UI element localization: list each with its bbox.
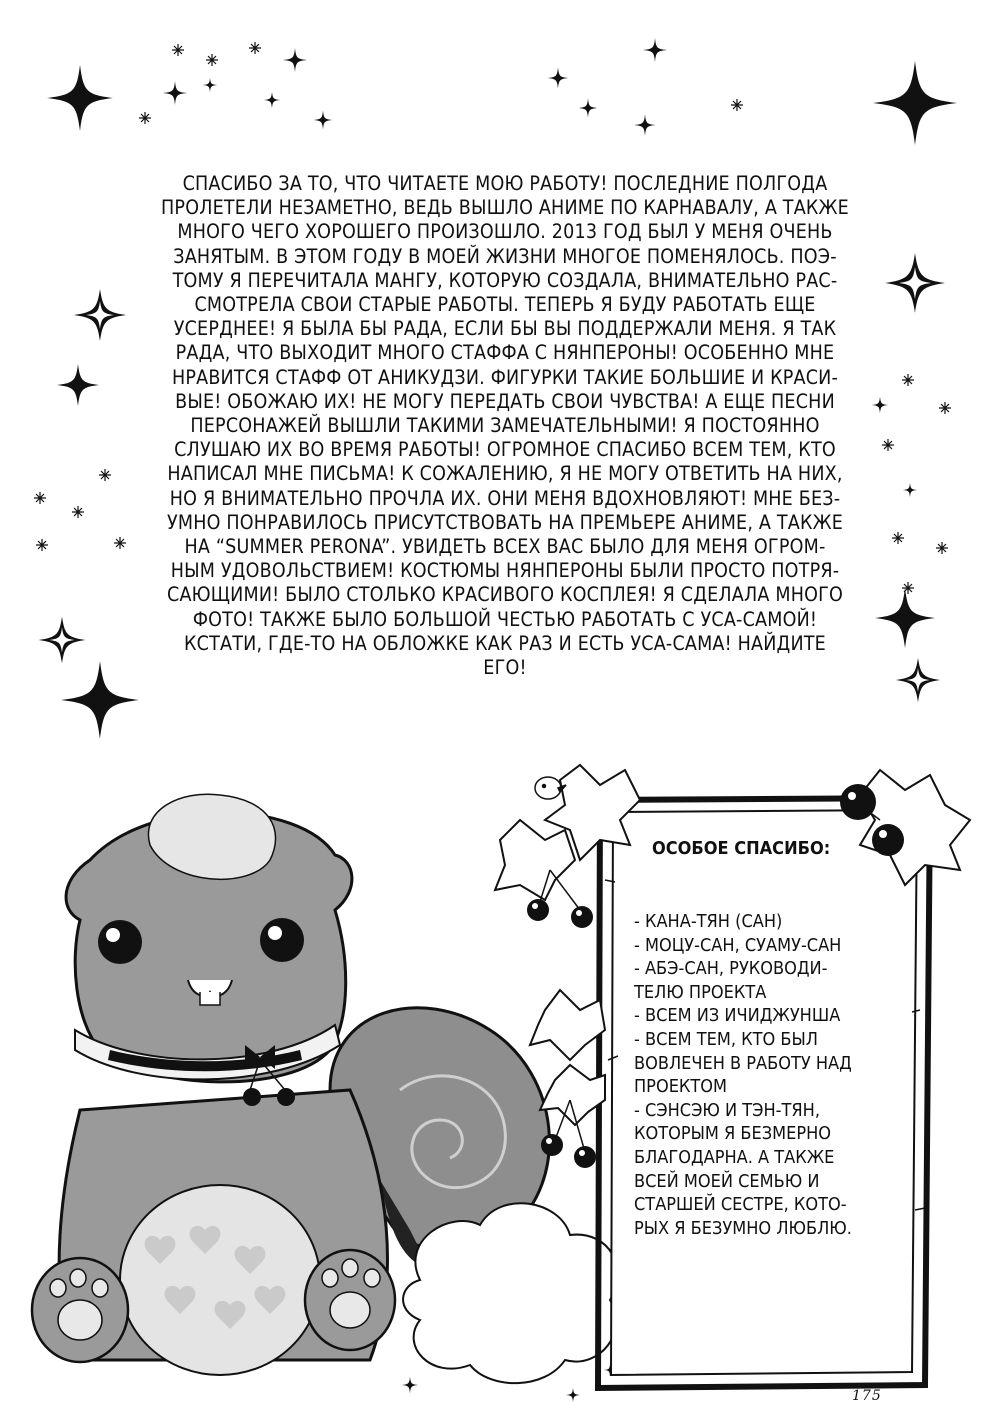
thanks-line: КОТОРЫМ Я БЕЗМЕРНО <box>634 1123 832 1145</box>
afterword-line: СЛУШАЮ ИХ ВО ВРЕМЯ РАБОТЫ! ОГРОМНОЕ СПАСИБО ВСЕМ ТЕМ, КТО <box>174 438 836 462</box>
afterword-line: САЮЩИМИ! БЫЛО СТОЛЬКО КРАСИВОГО КОСПЛЕЯ! Я СДЕЛАЛА МНОГО <box>167 583 843 607</box>
afterword-line: ПРОЛЕТЕЛИ НЕЗАМЕТНО, ВЕДЬ ВЫШЛО АНИМЕ ПО КАРНАВАЛУ, А ТАКЖЕ <box>161 196 849 220</box>
afterword-line: ПЕРСОНАЖЕЙ ВЫШЛИ ТАКИМИ ЗАМЕЧАТЕЛЬНЫМИ! Я ПОСТОЯННО <box>190 414 820 438</box>
afterword-line: СПАСИБО ЗА ТО, ЧТО ЧИТАЕТЕ МОЮ РАБОТУ! ПОСЛЕДНИЕ ПОЛГОДА <box>182 172 828 195</box>
afterword-line: ФОТО! ТАКЖЕ БЫЛО БОЛЬШОЙ ЧЕСТЬЮ РАБОТАТЬ С УСА-САМОЙ! <box>192 607 818 631</box>
thanks-line: РЫХ Я БЕЗУМНО ЛЮБЛЮ. <box>634 1217 852 1239</box>
afterword-line: УМНО ПОНРАВИЛОСЬ ПРИСУТСТВОВАТЬ НА ПРЕМЬЕРЕ АНИМЕ, А ТАКЖЕ <box>166 510 843 534</box>
special-thanks-title: ОСОБОЕ СПАСИБО: <box>652 838 831 859</box>
afterword-line: НЫМ УДОВОЛЬСТВИЕМ! КОСТЮМЫ НЯНПЕРОНЫ БЫЛИ ПРОСТО ПОТРЯ- <box>170 559 840 583</box>
afterword-line: НАПИСАЛ МНЕ ПИСЬМА! К СОЖАЛЕНИЮ, Я НЕ МОГУ ОТВЕТИТЬ НА НИХ, <box>167 462 843 486</box>
thanks-line: СТАРШЕЙ СЕСТРЕ, КОТО- <box>634 1194 847 1216</box>
afterword-line: ЕГО! <box>483 656 527 680</box>
afterword-line: МНОГО ЧЕГО ХОРОШЕГО ПРОИЗОШЛО. 2013 ГОД БЫЛ У МЕНЯ ОЧЕНЬ <box>177 220 833 244</box>
afterword-line: КСТАТИ, ГДЕ-ТО НА ОБЛОЖКЕ КАК РАЗ И ЕСТЬ УСА-САМА! НАЙДИТЕ <box>184 631 826 655</box>
thanks-line: - АБЭ-САН, РУКОВОДИ- <box>634 958 828 980</box>
afterword-text <box>150 172 860 680</box>
thanks-line: ВСЕЙ МОЕЙ СЕМЬЮ И <box>634 1170 820 1192</box>
afterword-line: НА “SUMMER PERONA”. УВИДЕТЬ ВСЕХ ВАС БЫЛО ДЛЯ МЕНЯ ОГРОМ- <box>184 535 826 559</box>
afterword-line: НРАВИТСЯ СТАФФ ОТ АНИКУДЗИ. ФИГУРКИ ТАКИЕ БОЛЬШИЕ И КРАСИ- <box>171 365 839 389</box>
afterword-line: СМОТРЕЛА СВОИ СТАРЫЕ РАБОТЫ. ТЕПЕРЬ Я БУДУ РАБОТАТЬ ЕЩЕ <box>194 293 816 317</box>
afterword-line: УСЕРДНЕЕ! Я БЫЛА БЫ РАДА, ЕСЛИ БЫ ВЫ ПОДДЕРЖАЛИ МЕНЯ. Я ТАК <box>173 317 837 341</box>
thanks-line: - СЭНСЭЮ И ТЭН-ТЯН, <box>634 1099 820 1121</box>
thanks-line: - МОЦУ-САН, СУАМУ-САН <box>634 934 842 956</box>
thanks-line: - КАНА-ТЯН (САН) <box>634 911 783 932</box>
special-thanks-list <box>634 910 902 1240</box>
afterword-line: ЗАНЯТЫМ. В ЭТОМ ГОДУ В МОЕЙ ЖИЗНИ МНОГОЕ ПОМЕНЯЛОСЬ. ПОЭ- <box>173 244 837 268</box>
thanks-line: ВОВЛЕЧЕН В РАБОТУ НАД <box>634 1052 852 1074</box>
page-number: 175 <box>852 1388 882 1404</box>
thanks-line: ТЕЛЮ ПРОЕКТА <box>634 981 767 1003</box>
cloud-puff <box>403 1203 618 1383</box>
afterword-line: ВЫЕ! ОБОЖАЮ ИХ! НЕ МОГУ ПЕРЕДАТЬ СВОИ ЧУВСТВА! А ЕЩЕ ПЕСНИ <box>175 389 835 413</box>
thanks-line: - ВСЕМ ТЕМ, КТО БЫЛ <box>634 1028 818 1050</box>
afterword-line: ТОМУ Я ПЕРЕЧИТАЛА МАНГУ, КОТОРУЮ СОЗДАЛА, ВНИМАТЕЛЬНО РАС- <box>172 268 838 292</box>
afterword-line: НО Я ВНИМАТЕЛЬНО ПРОЧЛА ИХ. ОНИ МЕНЯ ВДОХНОВЛЯЮТ! МНЕ БЕЗ- <box>169 486 841 510</box>
thanks-line: БЛАГОДАРНА. А ТАКЖЕ <box>634 1146 835 1168</box>
thanks-line: ПРОЕКТОМ <box>634 1076 728 1098</box>
thanks-line: - ВСЕМ ИЗ ИЧИДЖУНША <box>634 1005 841 1027</box>
afterword-line: РАДА, ЧТО ВЫХОДИТ МНОГО СТАФФА С НЯНПЕРОНЫ! ОСОБЕННО МНЕ <box>175 341 835 365</box>
